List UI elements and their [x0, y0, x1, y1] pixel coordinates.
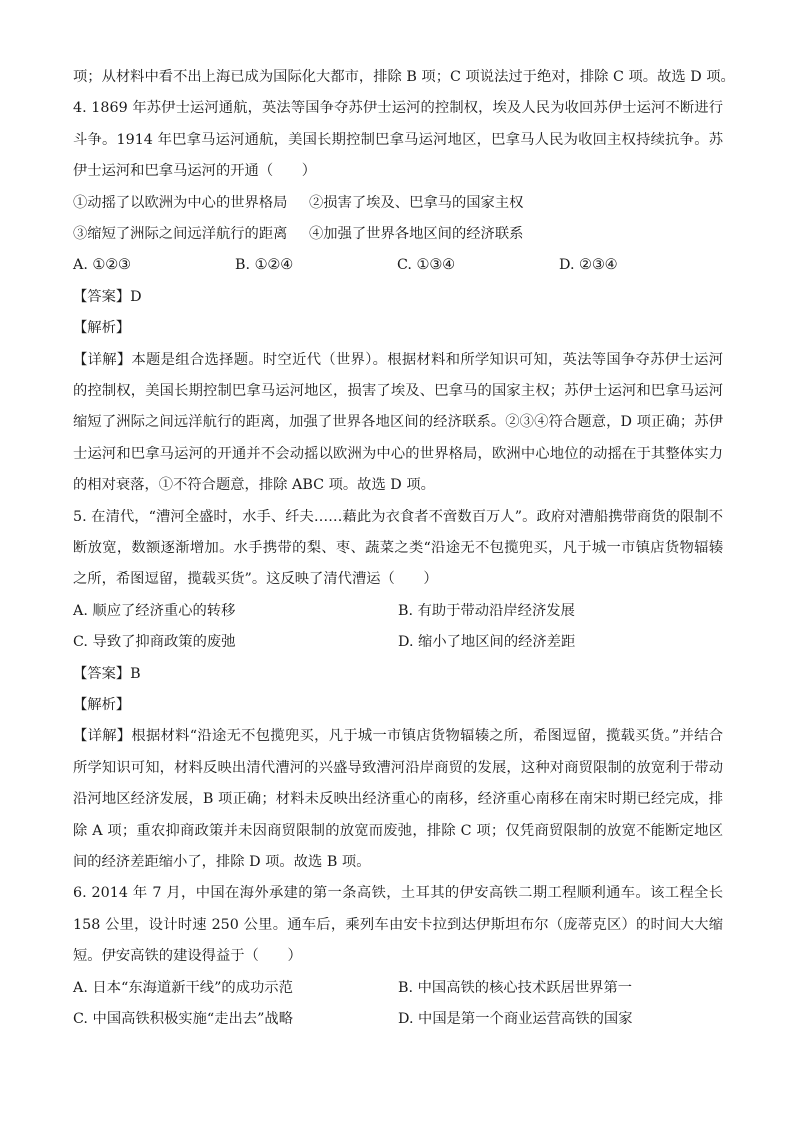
question-5-options-row-1: [73, 596, 723, 627]
question-4-stem: 4. 1869 年苏伊士运河通航，英法等国争夺苏伊士运河的控制权，埃及人民为收回苏伊士运河不断进行斗争。1914 年巴拿马运河通航，美国长期控制巴拿马运河地区，巴拿马人民为收回主权持续抗争。苏伊士运河和巴拿马运河的开通（ ）: [73, 100, 723, 180]
question-4-statements-row-1: [73, 188, 723, 219]
document-page: [73, 62, 735, 1035]
question-5-analysis-label: 【解析】: [73, 696, 131, 713]
question-5-options-row-2: [73, 627, 723, 658]
question-4-option-c: C. ①③④: [397, 257, 455, 274]
question-5-stem: 5. 在清代，“漕河全盛时，水手、纤夫……藉此为衣食者不啻数百万人”。政府对漕船携带商货的限制不断放宽，数额逐渐增加。水手携带的梨、枣、蔬菜之类“沿途无不包揽兜买，凡于城一市镇店货物辐辏之所，希图逗留，揽载买货”。这反映了清代漕运（ ）: [73, 508, 723, 588]
question-4-statement-3: ③缩短了洲际之间远洋航行的距离: [73, 226, 288, 242]
question-6-option-c: C. 中国高铁积极实施“走出去”战略: [73, 1011, 293, 1028]
question-5-answer: 【答案】B: [73, 665, 141, 682]
question-4-answer: 【答案】D: [73, 288, 142, 305]
question-6-options-row-2: [73, 1004, 723, 1035]
question-6-option-a: A. 日本“东海道新干线”的成功示范: [73, 979, 293, 996]
question-4-option-a: A. ①②③: [73, 257, 131, 274]
question-4-options: [73, 250, 723, 281]
question-6-option-d: D. 中国是第一个商业运营高铁的国家: [398, 1011, 633, 1028]
question-4-option-b: B. ①②④: [235, 257, 294, 274]
question-4-statement-1: ①动摇了以欧洲为中心的世界格局: [73, 194, 288, 211]
question-4-statement-2: ②损害了埃及、巴拿马的国家主权: [309, 194, 524, 211]
question-4-statements-row-2: [73, 219, 723, 250]
question-5-option-b: B. 有助于带动沿岸经济发展: [398, 602, 575, 619]
question-6-stem: 6. 2014 年 7 月，中国在海外承建的第一条高铁，土耳其的伊安高铁二期工程顺利通车。该工程全长 158 公里，设计时速 250 公里。通车后，乘列车由安卡拉到达伊斯坦布尔（庞蒂克区）的时间大大缩短。伊安高铁的建设得益于（ ）: [73, 885, 723, 965]
question-5-detail: 【详解】根据材料“沿途无不包揽兜买，凡于城一市镇店货物辐辏之所，希图逗留，揽载买货。”并结合所学知识可知，材料反映出清代漕河的兴盛导致漕河沿岸商贸的发展，这种对商贸限制的放宽利于带动沿河地区经济发展，B 项正确；材料未反映出经济重心的南移，经济重心南移在南宋时期已经完成，排除 A 项；重农抑商政策并未因商贸限制的放宽而废弛，排除 C 项；仅凭商贸限制的放宽不能断定地区间的经济差距缩小了，排除 D 项。故选 B 项。: [73, 728, 723, 870]
question-5-option-a: A. 顺应了经济重心的转移: [73, 602, 236, 619]
question-6-option-b: B. 中国高铁的核心技术跃居世界第一: [398, 979, 633, 996]
question-5-option-d: D. 缩小了地区间的经济差距: [398, 634, 576, 651]
question-5-option-c: C. 导致了抑商政策的废弛: [73, 634, 236, 651]
question-4-analysis-label: 【解析】: [73, 320, 131, 337]
question-4-detail: 【详解】本题是组合选择题。时空近代（世界）。根据材料和所学知识可知，英法等国争夺苏伊士运河的控制权，美国长期控制巴拿马运河地区，损害了埃及、巴拿马的国家主权；苏伊士运河和巴拿马运河缩短了洲际之间远洋航行的距离，加强了世界各地区间的经济联系。②③④符合题意，D 项正确；苏伊士运河和巴拿马运河的开通并不会动摇以欧洲为中心的世界格局，欧洲中心地位的动摇在于其整体实力的相对衰落，①不符合题意，排除 ABC 项。故选 D 项。: [73, 351, 723, 494]
question-4-option-d: D. ②③④: [559, 257, 618, 274]
previous-question-tail: 项；从材料中看不出上海已成为国际化大都市，排除 B 项；C 项说法过于绝对，排除 C 项。故选 D 项。: [73, 69, 735, 85]
question-4-statement-4: ④加强了世界各地区间的经济联系: [309, 226, 524, 242]
question-6-options-row-1: [73, 973, 723, 1004]
